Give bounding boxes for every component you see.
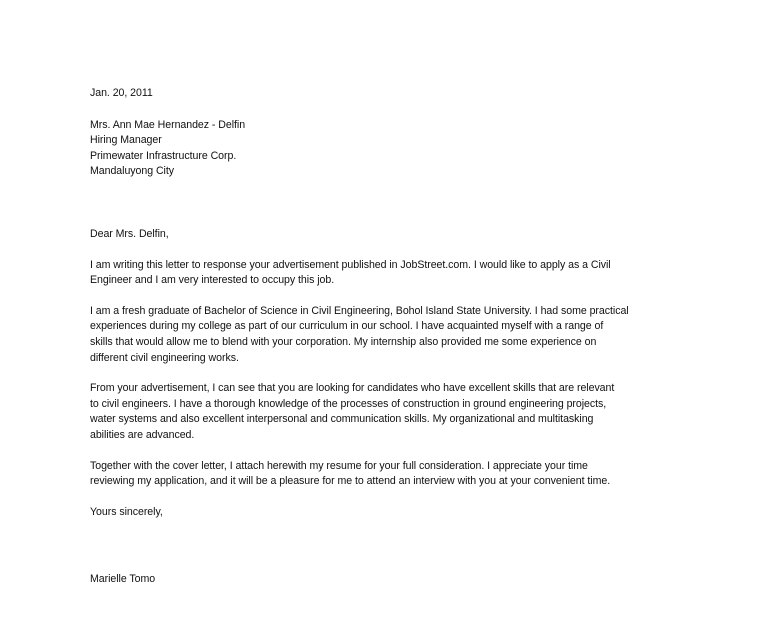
paragraph-line: different civil engineering works. xyxy=(90,351,239,364)
paragraph-line: experiences during my college as part of our curriculum in our school. I have acquainted myself with a range of xyxy=(90,320,604,333)
paragraph-line: skills that would allow me to blend with your corporation. My internship also provided me some experience on xyxy=(90,335,597,348)
salutation-text: Dear Mrs. Delfin, xyxy=(90,227,169,240)
recipient-title: Hiring Manager xyxy=(90,134,162,147)
paragraph-line: abilities are advanced. xyxy=(90,428,195,441)
salutation xyxy=(90,227,710,243)
paragraph-line: I am writing this letter to response your advertisement published in JobStreet.com. I would like to apply as a Civil xyxy=(90,258,611,271)
paragraph-line: I am a fresh graduate of Bachelor of Science in Civil Engineering, Bohol Island State University. I had some practical xyxy=(90,304,629,317)
paragraph-line: water systems and also excellent interpersonal and communication skills. My organizational and multitasking xyxy=(90,413,594,426)
cover-letter xyxy=(90,86,710,588)
closing-text: Yours sincerely, xyxy=(90,505,163,518)
paragraph-intro xyxy=(90,258,710,289)
paragraph-skills xyxy=(90,381,710,443)
paragraph-closing-remarks xyxy=(90,459,710,490)
paragraph-line: Together with the cover letter, I attach herewith my resume for your full consideration. I appreciate your time xyxy=(90,459,588,472)
date-text: Jan. 20, 2011 xyxy=(90,87,153,99)
letter-date xyxy=(90,86,710,102)
recipient-company: Primewater Infrastructure Corp. xyxy=(90,149,237,162)
signature-name: Marielle Tomo xyxy=(90,573,156,586)
complimentary-close xyxy=(90,505,710,521)
paragraph-line: to civil engineers. I have a thorough knowledge of the processes of construction in ground engineering projects, xyxy=(90,397,607,410)
signature-block xyxy=(90,572,710,588)
recipient-name: Mrs. Ann Mae Hernandez - Delfin xyxy=(90,118,246,131)
paragraph-line: From your advertisement, I can see that you are looking for candidates who have excellent skills that are relevant xyxy=(90,382,615,395)
paragraph-education xyxy=(90,304,710,366)
paragraph-line: reviewing my application, and it will be a pleasure for me to attend an interview with you at your convenient time. xyxy=(90,475,611,488)
recipient-address xyxy=(90,118,710,180)
paragraph-line: Engineer and I am very interested to occupy this job. xyxy=(90,274,335,287)
recipient-city: Mandaluyong City xyxy=(90,165,174,178)
